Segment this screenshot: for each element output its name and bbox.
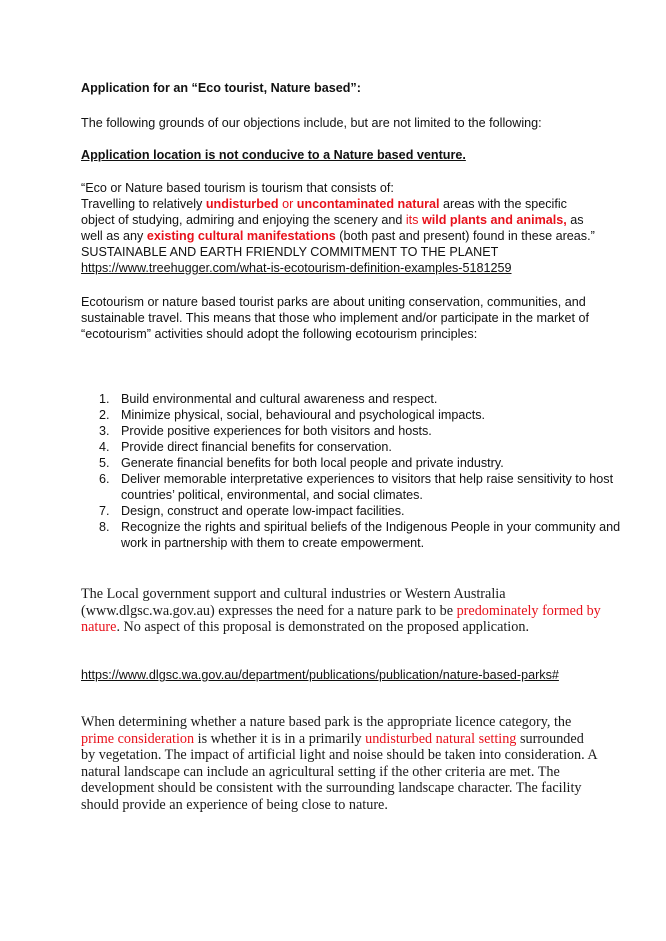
- quote-body: Travelling to relatively undisturbed or uncontaminated natural areas with the specific object of studying, admiring and enjoying the scenery and its wild plants and animals, as well as any existing cultural manifestations (both past and present) found in these areas.”: [81, 197, 595, 243]
- highlight-prime-consideration: prime consideration: [81, 730, 195, 747]
- consideration-paragraph: When determining whether a nature based park is the appropriate licence category, the prime consideration is whether it is in a primarily undisturbed natural setting surrounded by vegetation. The impact of artificial light and noise should be taken into consideration. A natural landscape can include an agricultural setting if the other criteria are met. The development should be consistent with the surrounding landscape character. The facility should provide an experience of being close to nature.: [81, 714, 597, 813]
- dlgsc-paragraph: The Local government support and cultural industries or Western Australia (www.dlgsc.wa.gov.au) expresses the need for a nature park to be predominately formed by nature. No aspect of this proposal is demonstrated on the proposed application.: [81, 586, 601, 636]
- treehugger-link[interactable]: https://www.treehugger.com/what-is-ecotourism-definition-examples-5181259: [81, 261, 512, 275]
- list-item: 5. Generate financial benefits for both local people and private industry.: [99, 456, 504, 470]
- ecotourism-quote: [81, 180, 601, 276]
- page-heading: Application for an “Eco tourist, Nature based”:: [81, 81, 361, 95]
- subheading: Application location is not conducive to a Nature based venture.: [81, 148, 466, 162]
- ecotourism-paragraph: Ecotourism or nature based tourist parks are about uniting conservation, communities, and sustainable travel. This means that those who implement and/or participate in the market of “ecotourism” activities should adopt the following ecotourism principles:: [81, 295, 589, 341]
- highlight-predominately: predominately formed by nature: [81, 602, 601, 636]
- list-item: 6. Deliver memorable interpretative experiences to visitors that help raise sensitivity to host countries’ political, environmental, and social climates.: [99, 472, 614, 502]
- caps-line: SUSTAINABLE AND EARTH FRIENDLY COMMITMENT TO THE PLANET: [81, 245, 499, 259]
- list-item: 3. Provide positive experiences for both visitors and hosts.: [99, 424, 432, 438]
- highlight-cultural: existing cultural manifestations: [146, 229, 336, 243]
- intro-line: The following grounds of our objections include, but are not limited to the following:: [81, 116, 542, 130]
- list-item: 2. Minimize physical, social, behavioural and psychological impacts.: [99, 408, 485, 422]
- dlgsc-link[interactable]: https://www.dlgsc.wa.gov.au/department/publications/publication/nature-based-parks#: [81, 668, 559, 682]
- highlight-undisturbed-setting: undisturbed natural setting: [365, 730, 517, 747]
- quote-intro: “Eco or Nature based tourism is tourism that consists of:: [81, 181, 394, 195]
- list-item: 1. Build environmental and cultural awareness and respect.: [99, 392, 438, 406]
- highlight-undisturbed: undisturbed: [205, 197, 279, 211]
- principles-list: [81, 391, 641, 551]
- list-item: 8. Recognize the rights and spiritual beliefs of the Indigenous People in your community and work in partnership with them to create empowerment.: [99, 520, 621, 550]
- list-item: 4. Provide direct financial benefits for conservation.: [99, 440, 392, 454]
- highlight-wild-plants: wild plants and animals,: [421, 213, 567, 227]
- list-item: 7. Design, construct and operate low-impact facilities.: [99, 504, 405, 518]
- highlight-uncontaminated: uncontaminated natural: [296, 197, 440, 211]
